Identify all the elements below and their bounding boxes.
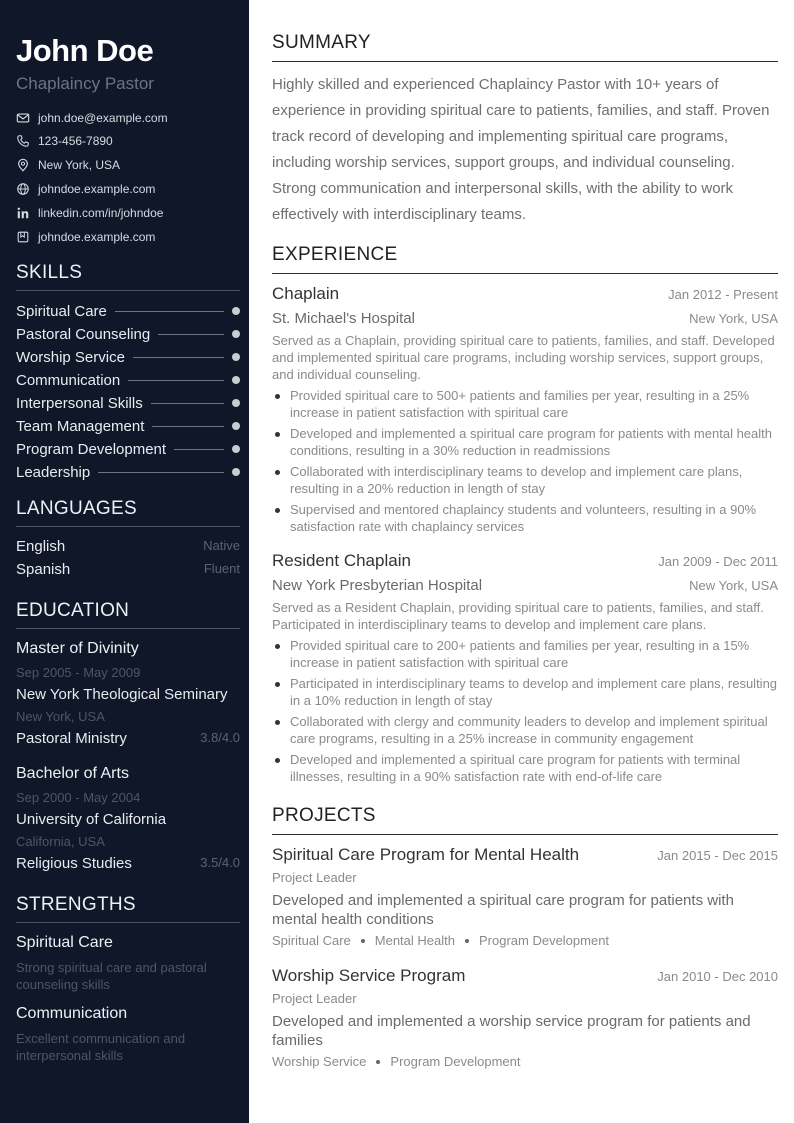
skill-leader-line [158,334,224,335]
languages-heading-text: LANGUAGES [16,498,137,519]
education-school: New York Theological Seminary [16,686,228,703]
education-location: New York, USA [16,709,105,724]
skill-item [16,393,240,413]
job-title: Chaplain [272,284,340,303]
project-tags [272,1054,520,1069]
summary-text: Highly skilled and experienced Chaplaincy Pastor with 10+ years of experience in providing spiritual care to patients, families, and staff. Proven track record of developing and implementing spiritual care programs, including worship services, support groups, and individual counseling. Strong communication and interpersonal skills, with the ability to work effectively with interdisciplinary teams. [272,76,770,223]
contact-email[interactable] [16,111,168,125]
skill-label: Interpersonal Skills [16,394,143,412]
strength-title: Spiritual Care [16,934,113,951]
project-role: Project Leader [272,991,357,1006]
summary-heading-text: SUMMARY [272,32,371,53]
education-dates: Sep 2005 - May 2009 [16,665,141,680]
language-item [16,561,240,578]
language-level: Fluent [203,561,240,576]
candidate-name: John Doe [16,33,154,68]
contact-phone[interactable] [16,134,113,148]
language-level: Native [203,538,240,553]
education-school: University of California [16,811,167,828]
education-degree: Master of Divinity [16,640,139,657]
job-desc: Served as a Chaplain, providing spiritual care to patients, families, and staff. Developed and implemented spiritual care programs, including worship services, support groups, and individual counseling. [272,333,775,382]
project-title: Spiritual Care Program for Mental Health [272,845,580,864]
job-dates: Jan 2009 - Dec 2011 [658,554,778,569]
education-location: California, USA [16,834,105,849]
skill-label: Communication [16,371,121,389]
languages-heading [16,498,240,520]
strengths-heading [16,894,240,916]
tag-separator [376,1060,380,1064]
project-dates: Jan 2010 - Dec 2010 [657,969,778,984]
education-field-row [16,730,240,747]
project-tag: Mental Health [374,933,455,948]
skill-leader-line [174,449,224,450]
skills-heading-text: SKILLS [16,262,83,283]
skill-dot [232,468,240,476]
skill-label: Pastoral Counseling [16,325,151,343]
skill-item [16,439,240,459]
skill-label: Worship Service [16,348,125,366]
skill-label: Team Management [16,417,145,435]
project-tag: Worship Service [272,1054,367,1069]
project-dates: Jan 2015 - Dec 2015 [657,848,778,863]
skill-item [16,324,240,344]
education-dates: Sep 2000 - May 2004 [16,790,141,805]
job-desc: Served as a Resident Chaplain, providing spiritual care to patients, families, and staff. Participated in interdisciplinary teams to develop and implement care plans. [272,600,764,632]
portfolio-icon [16,230,30,244]
job-bullet: Provided spiritual care to 500+ patients and families per year, resulting in a 25% increase in patient satisfaction with spiritual care [272,387,778,421]
divider [16,922,240,923]
skill-dot [232,445,240,453]
skill-item [16,370,240,390]
project-desc: Developed and implemented a spiritual care program for patients with mental health conditions [272,892,734,928]
skill-leader-line [98,472,224,473]
language-name: English [16,538,66,555]
skill-item [16,462,240,482]
projects-heading [272,805,778,827]
job-bullet: Developed and implemented a spiritual care program for patients with mental health conditions, resulting in a 30% reduction in readmissions [272,425,778,459]
divider [16,628,240,629]
skill-leader-line [133,357,224,358]
sidebar [0,0,249,1123]
contact-text: 123-456-7890 [38,134,113,148]
skill-leader-line [128,380,224,381]
strength-desc: Excellent communication and interpersonal skills [16,1031,186,1063]
project-tag: Spiritual Care [272,933,351,948]
divider [272,834,778,835]
main-content [249,0,794,1123]
project-tag: Program Development [478,933,610,948]
skill-leader-line [152,426,224,427]
skill-leader-line [151,403,224,404]
job-org: New York Presbyterian Hospital [272,577,483,594]
experience-heading-text: EXPERIENCE [272,244,398,265]
strength-title: Communication [16,1005,128,1022]
skills-heading [16,262,240,284]
mail-icon [16,111,30,125]
job-bullets [272,387,778,539]
job-bullet: Participated in interdisciplinary teams to develop and implement care plans, resulting in a 10% reduction in length of stay [272,675,778,709]
education-field: Religious Studies [16,855,132,872]
project-role: Project Leader [272,870,357,885]
linkedin-icon [16,206,30,220]
skill-dot [232,376,240,384]
project-title: Worship Service Program [272,966,466,985]
contact-linkedin[interactable] [16,206,163,220]
language-item [16,538,240,555]
job-dates: Jan 2012 - Present [668,287,778,302]
skill-item [16,416,240,436]
tag-separator [465,939,469,943]
tag-separator [361,939,365,943]
job-bullets [272,637,778,789]
skill-dot [232,307,240,315]
strength-desc: Strong spiritual care and pastoral counseling skills [16,960,207,992]
education-heading [16,600,240,622]
summary-heading [272,32,778,54]
project-tags [272,933,609,948]
education-field: Pastoral Ministry [16,730,127,747]
job-bullet: Provided spiritual care to 200+ patients and families per year, resulting in a 15% increase in patient satisfaction with spiritual care [272,637,778,671]
skill-item [16,347,240,367]
experience-heading [272,244,778,266]
job-bullet: Supervised and mentored chaplaincy students and volunteers, resulting in a 90% satisfaction rate with chaplaincy services [272,501,778,535]
education-field-row [16,855,240,872]
project-tag: Program Development [390,1054,521,1069]
skill-leader-line [115,311,224,312]
phone-icon [16,134,30,148]
education-gpa: 3.5/4.0 [200,855,240,870]
education-gpa: 3.8/4.0 [200,730,240,745]
language-name: Spanish [16,561,71,578]
project-desc: Developed and implemented a worship service program for patients and families [272,1013,751,1049]
job-title: Resident Chaplain [272,551,411,570]
job-org: St. Michael's Hospital [272,310,415,327]
skill-item [16,301,240,321]
education-degree: Bachelor of Arts [16,765,129,782]
skill-label: Spiritual Care [16,302,107,320]
contact-location [16,158,120,172]
contact-text: john.doe@example.com [38,111,168,125]
contact-text: johndoe.example.com [38,182,156,196]
education-heading-text: EDUCATION [16,600,130,621]
divider [272,273,778,274]
skill-dot [232,422,240,430]
contact-website[interactable] [16,182,155,196]
job-bullet: Developed and implemented a spiritual care program for patients with terminal illnesses, resulting in a 90% satisfaction rate with end-of-life care [272,751,778,785]
job-location: New York, USA [689,578,778,593]
skill-dot [232,353,240,361]
skill-dot [232,330,240,338]
divider [16,290,240,291]
skill-dot [232,399,240,407]
globe-icon [16,182,30,196]
contact-text: linkedin.com/in/johndoe [38,206,164,220]
skill-label: Program Development [16,440,167,458]
strengths-heading-text: STRENGTHS [16,894,136,915]
contact-text: johndoe.example.com [38,230,156,244]
job-bullet: Collaborated with clergy and community leaders to develop and implement spiritual care programs, resulting in a 25% increase in community engagement [272,713,778,747]
divider [16,526,240,527]
job-location: New York, USA [689,311,778,326]
contact-text: New York, USA [38,158,121,172]
skill-label: Leadership [16,463,91,481]
candidate-title: Chaplaincy Pastor [16,74,154,93]
location-icon [16,158,30,172]
contact-portfolio[interactable] [16,230,155,244]
job-bullet: Collaborated with interdisciplinary teams to develop and implement care plans, resulting in a 20% reduction in length of stay [272,463,778,497]
divider [272,61,778,62]
projects-heading-text: PROJECTS [272,805,376,826]
